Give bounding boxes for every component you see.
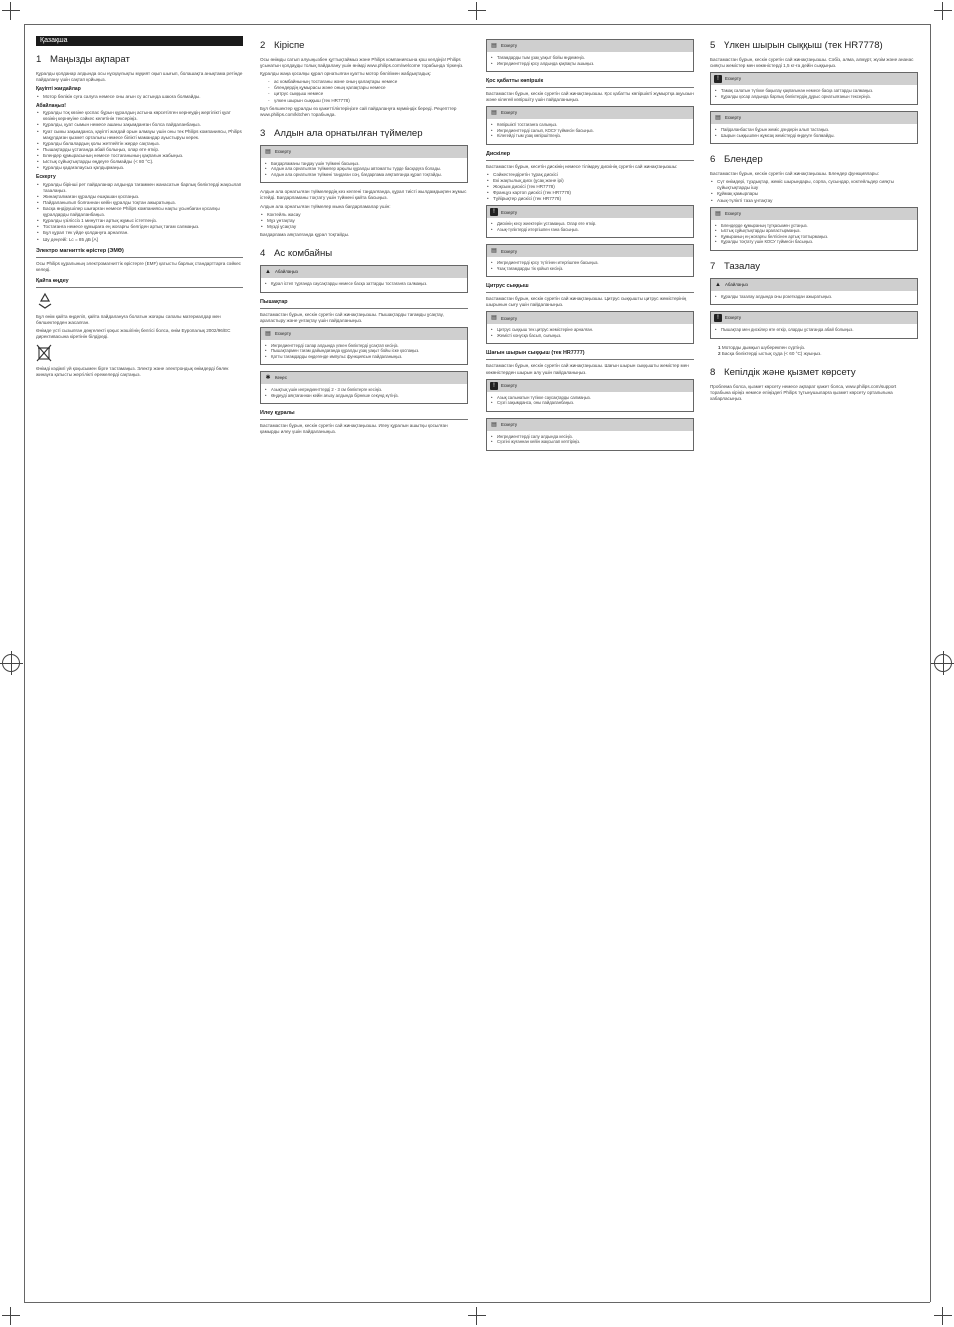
divider	[36, 287, 243, 288]
section-4-heading: 4 Ас комбайны	[260, 248, 333, 259]
note-box: ▤ Ескерту • Ингредиенттерді қосу түтігінен итергішпен басыңыз. • Ұзақ тағамдарды тік қойып кесіңіз.	[486, 244, 694, 277]
list-item: • Құралды тоқ көзіне қоспас бұрын құралдың астына көрсетілген кернеудің жергілікті қуат көзінің кернеуіне сәйкес келетінін тексеріңіз.	[36, 110, 243, 122]
list-item: • Екі жақтылық диск (ұсақ және ірі)	[486, 178, 694, 184]
exclamation-icon: !	[714, 314, 722, 322]
list-item: • Жинақталмаған құралды ешқашан қоспаңыз.	[36, 194, 243, 200]
list-item: • Азық салынатын түтікке саусақтарды салмаңыз.	[490, 395, 690, 401]
list-item: • Құралды қосар алдында барлық бөліктердің дұрыс орнатылғанын тексеріңіз.	[714, 94, 914, 100]
discs-text: Бастамастан бұрын, кесетін дискінің немесе тілімдеу дискінің суретін сай жинақтаңызшы:	[486, 163, 678, 169]
list-item: - ас комбайнының тостағаны және оның қалақтары немесе	[260, 79, 468, 85]
list-item: 2 Басқа бөліктерді ыстық суда (< 60 °C) жуыңыз.	[718, 350, 822, 356]
list-item: • Пайдаланылып болғаннан кейін құралды тоқтан ажыратыңыз.	[36, 200, 243, 206]
trim-line-left	[24, 24, 25, 1302]
registration-mark-right	[934, 654, 952, 672]
warning-list	[36, 110, 243, 171]
whisk-heading: Илеу құралы	[260, 410, 295, 417]
crop-mark-bottom-right	[934, 1307, 952, 1325]
citrus-heading: Цитрус сыққыш	[486, 283, 529, 290]
note-icon: ▤	[265, 330, 271, 337]
list-item: • Мұз ұнтақтау	[260, 218, 468, 224]
list-item: • Құрал істеп тұрғанда саусақтарды немесе басқа заттарды тостағанға салмаңыз.	[264, 281, 464, 287]
section-1-intro: Құралды қолданар алдында осы нұсқаулықты мұқият оқып шығып, болашақта анықтама ретінде пайдалану үшін сақтап қойыңыз.	[36, 71, 243, 83]
section-7-heading: 7 Тазалау	[710, 260, 761, 272]
list-item: • Мүзді ұсақтау	[260, 224, 468, 230]
emf-heading: Электро магниттік өрістер (ЭМӨ)	[36, 247, 124, 254]
blades-heading: Пышақтар	[260, 298, 288, 305]
warning-box: ! Ескерту • Дискінің кесу жиектерін ұстамаңыз. Олар өте өткір. • Азық-түліктерді итергішпен ғана басыңыз.	[486, 205, 694, 238]
list-item: • Көпіршікті тостағанға салыңыз.	[490, 122, 690, 128]
blender-text: Бастамастан бұрын, кескін суретін сай жинақтаңызшы. Блендер функциялары:	[710, 171, 879, 177]
intro-text-1: Осы өнімды сатып алуыңызбен құттықтаймыз және Philips компаниясына қош келдіңіз! Philips ұсынатын қолдауды толық пайдалану үшін өнімді www.philips.com/welcome торабында тіркеңіз.	[260, 57, 464, 69]
list-item: • Алдын ала орнатылған түймені таңдаған соң, бағдарлама аяқталғанда құрал тоқтайды.	[264, 172, 464, 178]
double-whisk-text: Бастамастан бұрын, кескін суретін сай жинақтаңызшы. Қос қабатты көпіршікті жұмыртқа ақуызын және кілегей көпіршіту үшін пайдаланыңыз.	[486, 91, 694, 103]
divider	[36, 257, 243, 258]
danger-list	[36, 94, 243, 100]
divider	[260, 419, 468, 420]
blades-text: Бастамастан бұрын, кескін суретін сай жинақтаңызшы. Пышақтарды тағамды ұсақтау, араластыру және ұнтақтау үшін пайдаланыңыз.	[260, 311, 444, 323]
attention-box: ▲ Абайлаңыз • Құрал істеп тұрғанда саусақтарды немесе басқа заттарды тостағанға салмаңыз.	[260, 265, 468, 293]
column-4	[710, 36, 918, 404]
trim-line-bottom	[24, 1302, 930, 1303]
list-item: • Бұл құрал тек үйде қолдануға арналған.	[36, 230, 243, 236]
crossed-bin-icon	[36, 344, 243, 362]
warning-triangle-icon: ▲	[265, 269, 271, 275]
discs-heading: Дискілер	[486, 150, 510, 157]
registration-mark-left	[2, 654, 20, 672]
warning-box: ! Ескерту • Азық салынатын түтікке саусақтарды салмаңыз. • Сүзгі зақымданса, оны пайдаланбаңыз.	[486, 379, 694, 412]
language-label: Қазақша	[36, 36, 243, 46]
intro-text-3: Бұл бөлшектер құралды өз қажеттіліктеріңізге сай пайдалануға мүмкіндік береді. Рецепттер www.philips.com/kitchen торабында.	[260, 105, 457, 117]
list-item: • Азық-түлікті таза ұнтақтау	[710, 198, 918, 204]
list-item: • Коктейль жасау	[260, 212, 468, 218]
list-item: • Ыстық сұйықтықтарды араластырмаңыз.	[714, 228, 914, 234]
list-item: • Бағдарламаны таңдау үшін түймені басыңыз.	[264, 161, 464, 167]
list-item: • Қатты тағамдарды өңдегенде импульс функциясын пайдаланыңыз.	[264, 354, 464, 360]
recycle-text-2: Өнімде үсті сызылған дөңгелекті қоқыс жәшігінің белгісі болса, өнім Еуропалық 2002/96/EC директивасына кіретінін білдіреді.	[36, 328, 231, 340]
recycle-text-1: Бұл өнім қайта өңделіп, қайта пайдалануға болатын жоғары сапалы материалдар мен бөлшектерден жасалған.	[36, 313, 221, 325]
attention-box: ▲ Абайлаңыз • Құралды тазалау алдында оны розеткадан ажыратыңыз.	[710, 278, 918, 306]
column-2	[260, 36, 468, 437]
list-item: • Құралды, қуат сымын немесе ашаны зақымданған болса пайдаланбаңыз.	[36, 122, 243, 128]
recycle-icon	[36, 292, 243, 310]
juicer-text: Бастамастан бұрын, кескін суретін сай жинақтаңызшы. Сәбіз, алма, алмұрт, жүзім және ананас сияқты жемістер мен көкөністерді 1,5 кг-ға дейін сыққыңыз.	[710, 57, 914, 69]
list-item: • Құралды балалардың қолы жетпейтін жерде сақтаңыз.	[36, 141, 243, 147]
divider	[486, 160, 694, 161]
list-item: • Сүт өнімдері, тұздықтар, жеміс шырындары, сорпа, сусындар, коктейльдер сияқты сұйықтықтарды ішу	[710, 179, 918, 191]
note-box: ▤ Ескерту • Ингредиенттерді салар алдында үлкен бөліктерді ұсақтап кесіңіз. • Пышақтармен тағам дайындағанда құралды ұзақ уақыт бойы іске қоспаңыз. • Қатты тағамдарды өңдегенде импульс функциясын пайдаланыңыз.	[260, 327, 468, 366]
divider	[486, 292, 694, 293]
small-juicer-text: Бастамастан бұрын, кескін суретін сай жинақтаңызшы. Шағын шырын сыққышты жемістер мен көкөністерден шырын алу үшін пайдаланыңыз.	[486, 363, 689, 375]
note-box: ▤ Ескерту • Бағдарламаны таңдау үшін түймені басыңыз. • Алдын ала орнатылған түймелер арқылы құралды автоматты түрде басқаруға болады. • Алдын ала орнатылған түймені таңдаған соң, бағдарлама аяқталғанда құрал тоқтайды.	[260, 145, 468, 184]
list-item: 1 Моторды дымқыл шүберекпен сүртіңіз.	[718, 344, 806, 350]
list-item: • Азықтық үшін ингредиенттерді 2 - 3 см бөліктерге кесіңіз.	[264, 387, 464, 393]
list-item: • Ингредиенттерді салу алдында кесіңіз.	[490, 434, 690, 440]
list-item: • Пайдаланбастан бұрын жеміс дәндерін алып тастаңыз.	[714, 127, 914, 133]
list-item: • Сәйкестендіретін тұрақ дискісі	[486, 172, 694, 178]
note-box: ▤ Ескерту • Блендерде құмыраның тұтқасымен ұстаңыз. • Ыстық сұйықтықтарды араластырмаңыз. • Құмыраның ең жоғарғы белгісінен артық толтырмаңыз. • Құралды тоқтату үшін КОСУ түймесін басыңыз.	[710, 207, 918, 251]
list-item: • Шу деңгейі: Lc = 85 дБ [A]	[36, 237, 243, 243]
note-icon: ▤	[491, 43, 497, 49]
caution-list	[36, 182, 243, 243]
danger-heading: Қауіпті жағдайлар	[36, 86, 81, 93]
presets-text-3: Бағдарлама аяқталғанда құрал тоқтайды.	[260, 231, 350, 237]
section-8-heading: 8 Кепілдік және қызмет көрсету	[710, 366, 856, 378]
section-5-heading: 5 Үлкен шырын сыққыш (тек HR7778)	[710, 40, 883, 51]
warranty-text: Проблема болса, қызмет көрсету немесе ақпарат қажет болса, www.philips.com/support торабына кіріңіз немесе еліңіздегі Philips тұтынушыларға қызмет көрсету орталығына хабарласыңыз.	[710, 383, 897, 402]
cleaning-steps	[710, 345, 918, 357]
note-box: ▤ Ескерту • Көпіршікті тостағанға салыңыз. • Ингредиенттерді салып, КОСУ түймесін басыңыз. • Кілегейді тым ұзақ көпіршітпеңіз.	[486, 106, 694, 145]
list-item: • Пышақтарды ұстағанда абай болыңыз, олар өте өткір.	[36, 147, 243, 153]
blender-list	[710, 179, 918, 203]
list-item: • Ингредиенттерді салып, КОСУ түймесін басыңыз.	[490, 128, 690, 134]
caution-heading: Ескерту	[36, 174, 56, 181]
list-item: • Сүзгіні жуғаннан кейін жақсылап кептіріңіз.	[490, 439, 690, 445]
list-item: • Жемісті конусқа басып, сығыңыз.	[490, 333, 690, 339]
list-item: • Қуат сымы зақымданса, қауіпті жағдай орын алмауы үшін оны тек Philips компаниясы, Philips мақұлдаған қызмет орталығы немесе білікті мамандар ауыстыруы керек.	[36, 129, 243, 141]
list-item: • Пышақтар мен дискілер өте өткір, оларды ұстағанда абай болыңыз.	[714, 327, 914, 333]
list-item: • Құралды бірінші рет пайдаланар алдында тағаммен жанасатын барлық бөліктерді жақсылап тазалаңыз.	[36, 182, 243, 194]
list-item: • Азық-түліктерді итергішпен ғана басыңыз.	[490, 227, 690, 233]
list-item: - блендердің құмырасы және оның қалақтары немесе	[260, 85, 468, 91]
list-item: • Ыстық сұйықтықтарды өңдеуге болмайды (< 80 °C).	[36, 159, 243, 165]
note-icon: ▤	[491, 110, 497, 117]
tip-box: ✱ Кеңес • Азықтық үшін ингредиенттерді 2 - 3 см бөліктерге кесіңіз. • Өңдеуді аяқтағаннан кейін ағызу алдында бірнеше секунд күтіңіз.	[260, 371, 468, 404]
crop-mark-bottom-left	[2, 1307, 20, 1325]
presets-text-2: Алдын ала орнатылған түймелер мына бағдарламалар үшін:	[260, 203, 391, 209]
attachment-list	[260, 79, 468, 103]
section-6-heading: 6 Блендер	[710, 154, 763, 166]
crop-mark-bottom-mid	[468, 1307, 486, 1325]
note-box: ▤ Ескерту • Цитрус сыққыш тек цитрус жемістеріне арналған. • Жемісті конусқа басып, сығыңыз.	[486, 311, 694, 344]
warning-heading: Абайлаңыз!	[36, 102, 66, 109]
list-item: • Мотор бөлікін суға салуға немесе оны ағын су астында шаюға болмайды.	[36, 94, 243, 100]
note-icon: ▤	[715, 115, 721, 122]
list-item: • Блендерде құмыраның тұтқасымен ұстаңыз.	[714, 223, 914, 229]
list-item: • Кілегейді тым ұзақ көпіршітпеңіз.	[490, 133, 690, 139]
intro-text-2: Құралды жаңа қосалқы құрал орнатылған қуатты мотор бөлігімен жабдықтадық:	[260, 71, 431, 77]
crop-mark-top-right	[934, 2, 952, 20]
exclamation-icon: !	[490, 382, 498, 390]
note-icon: ▤	[265, 148, 271, 155]
divider	[486, 359, 694, 360]
list-item: • Француз картоп дискісі (тек HR7778)	[486, 190, 694, 196]
whisk-text: Бастамастан бұрын, кескін суретін сай жинақтаңызшы. Илеу құралын ашытқы қосылған қамырды илеу үшін пайдаланыңыз.	[260, 423, 448, 435]
divider	[260, 308, 468, 309]
emf-text: Осы Philips құралының электромагниттік өрістерге (ЕМF) қатысты барлық стандарттарға сәйкес келеді.	[36, 260, 241, 272]
list-item: • Өңдеуді аяқтағаннан кейін ағызу алдында бірнеше секунд күтіңіз.	[264, 393, 464, 399]
list-item: • Басқа өндірушілер шығарған немесе Philips компаниясы нақты ұсынбаған қосалқы құралдарды пайдаланбаңыз.	[36, 206, 243, 218]
section-1-heading: 1 Маңызды ақпарат	[36, 54, 130, 65]
list-item: • Цитрус сыққыш тек цитрус жемістеріне арналған.	[490, 327, 690, 333]
note-box: ▤ Ескерту • Тағамдарды тым ұзақ уақыт бойы өңдемеңіз. • Ингредиенттерді қосу алдында қақпақты ашыңыз.	[486, 39, 694, 72]
discs-list	[486, 172, 694, 202]
exclamation-icon: !	[490, 208, 498, 216]
list-item: • Ингредиенттерді қосу түтігінен итергішпен басыңыз.	[490, 260, 690, 266]
list-item: • Құмыраның ең жоғарғы белгісінен артық толтырмаңыз.	[714, 234, 914, 240]
list-item: • Ұзақ тағамдарды тік қойып кесіңіз.	[490, 266, 690, 272]
presets-text-1: Алдын ала орнатылған түймелердің кез келгені таңдалғанда, құрал тиісті жылдамдықпен жұмыс істейді. Бағдарламаны тоқтату үшін түймені қайта басыңыз.	[260, 189, 467, 201]
exclamation-icon: !	[714, 75, 722, 83]
note-icon: ▤	[491, 421, 497, 428]
list-item: • Тағамдарды тым ұзақ уақыт бойы өңдемеңіз.	[490, 55, 690, 61]
note-box: ▤ Ескерту • Пайдаланбастан бұрын жеміс дәндерін алып тастаңыз. • Шырын сыққышпен жұмсақ жемістерді өңдеуге болмайды.	[710, 111, 918, 144]
note-icon: ▤	[491, 315, 497, 322]
small-juicer-heading: Шағын шырын сыққыш (тек HR7777)	[486, 350, 585, 357]
list-item: • Құралды тазалау алдында оны розеткадан ажыратыңыз.	[714, 294, 914, 300]
list-item: • Блендер құмырасының немесе тостағанының қақпағын жабыңыз.	[36, 153, 243, 159]
list-item: • Жоқсым дискісі (тек HR7778)	[486, 184, 694, 190]
column-1	[36, 36, 243, 380]
list-item: - үлкен шырын сыққыш (тек HR7778)	[260, 98, 468, 104]
list-item: • Ингредиенттерді қосу алдында қақпақты ашыңыз.	[490, 61, 690, 67]
list-item: • Құралды тоқтату үшін КОСУ түймесін басыңыз.	[714, 239, 914, 245]
list-item: • Алдын ала орнатылған түймелер арқылы құралды автоматты түрде басқаруға болады.	[264, 166, 464, 172]
list-item: • Дискінің кесу жиектерін ұстамаңыз. Олар өте өткір.	[490, 221, 690, 227]
presets-list	[260, 212, 468, 230]
note-box: ▤ Ескерту • Ингредиенттерді салу алдында кесіңіз. • Сүзгіні жуғаннан кейін жақсылап кептіріңіз.	[486, 418, 694, 451]
list-item: • Ингредиенттерді салар алдында үлкен бөліктерді ұсақтап кесіңіз.	[264, 343, 464, 349]
tip-sun-icon: ✱	[265, 375, 271, 382]
list-item: - цитрус сыққыш немесе	[260, 91, 468, 97]
list-item: • Сүзгі зақымданса, оны пайдаланбаңыз.	[490, 400, 690, 406]
list-item: • Пышақтармен тағам дайындағанда құралды ұзақ уақыт бойы іске қоспаңыз.	[264, 348, 464, 354]
column-3	[486, 36, 694, 457]
recycle-text-3: Өнімді кәдімгі үй қоқысымен бірге тастамаңыз. Электр және электрондық өнімдерді бөлек жинауға қатысты жергілікті ережелерді сақтаңыз.	[36, 366, 229, 378]
list-item: • Тамақ салатын түтікке бақылау қақпағынан немесе басқа заттарды салмаңыз.	[714, 88, 914, 94]
citrus-text: Бастамастан бұрын, кескін суретін сай жинақтаңызшы. Цитрус сыққышты цитрус жемістерінің шырынын сығу үшін пайдаланыңыз.	[486, 296, 687, 308]
list-item: • Тостағанға немесе құмыраға ең жоғарғы белгіден артық тағам салмаңыз.	[36, 224, 243, 230]
list-item: • Құралды қадағалаусыз қалдырмаңыз.	[36, 165, 243, 171]
section-3-heading: 3 Алдын ала орнатылған түймелер	[260, 127, 423, 139]
warning-box: ! Ескерту • Тамақ салатын түтікке бақылау қақпағынан немесе басқа заттарды салмаңыз. • Құралды қосар алдында барлық бөліктердің дұрыс орнатылғанын тексеріңіз.	[710, 72, 918, 105]
list-item: • Шырын сыққышпен жұмсақ жемістерді өңдеуге болмайды.	[714, 133, 914, 139]
trim-line-top	[24, 24, 930, 25]
crop-mark-top-mid	[468, 2, 486, 20]
trim-line-right	[930, 24, 931, 1302]
section-2-heading: 2 Кіріспе	[260, 40, 305, 51]
warning-box: ! Ескерту • Пышақтар мен дискілер өте өткір, оларды ұстағанда абай болыңыз.	[710, 311, 918, 339]
divider	[486, 87, 694, 88]
list-item: • Құралды үзіліссіз 1 минуттан артық жұмыс істетпеңіз.	[36, 218, 243, 224]
list-item: • Құймақ қамырлары	[710, 191, 918, 197]
recycle-heading: Қайта өңдеу	[36, 277, 69, 284]
note-icon: ▤	[491, 248, 497, 255]
crop-mark-top-left	[2, 2, 20, 20]
list-item: • Тұйірықтер дискісі (тек HR7778)	[486, 196, 694, 202]
note-icon: ▤	[715, 210, 721, 217]
warning-triangle-icon: ▲	[715, 281, 721, 288]
double-whisk-heading: Қос қабатты көпіршік	[486, 78, 544, 84]
